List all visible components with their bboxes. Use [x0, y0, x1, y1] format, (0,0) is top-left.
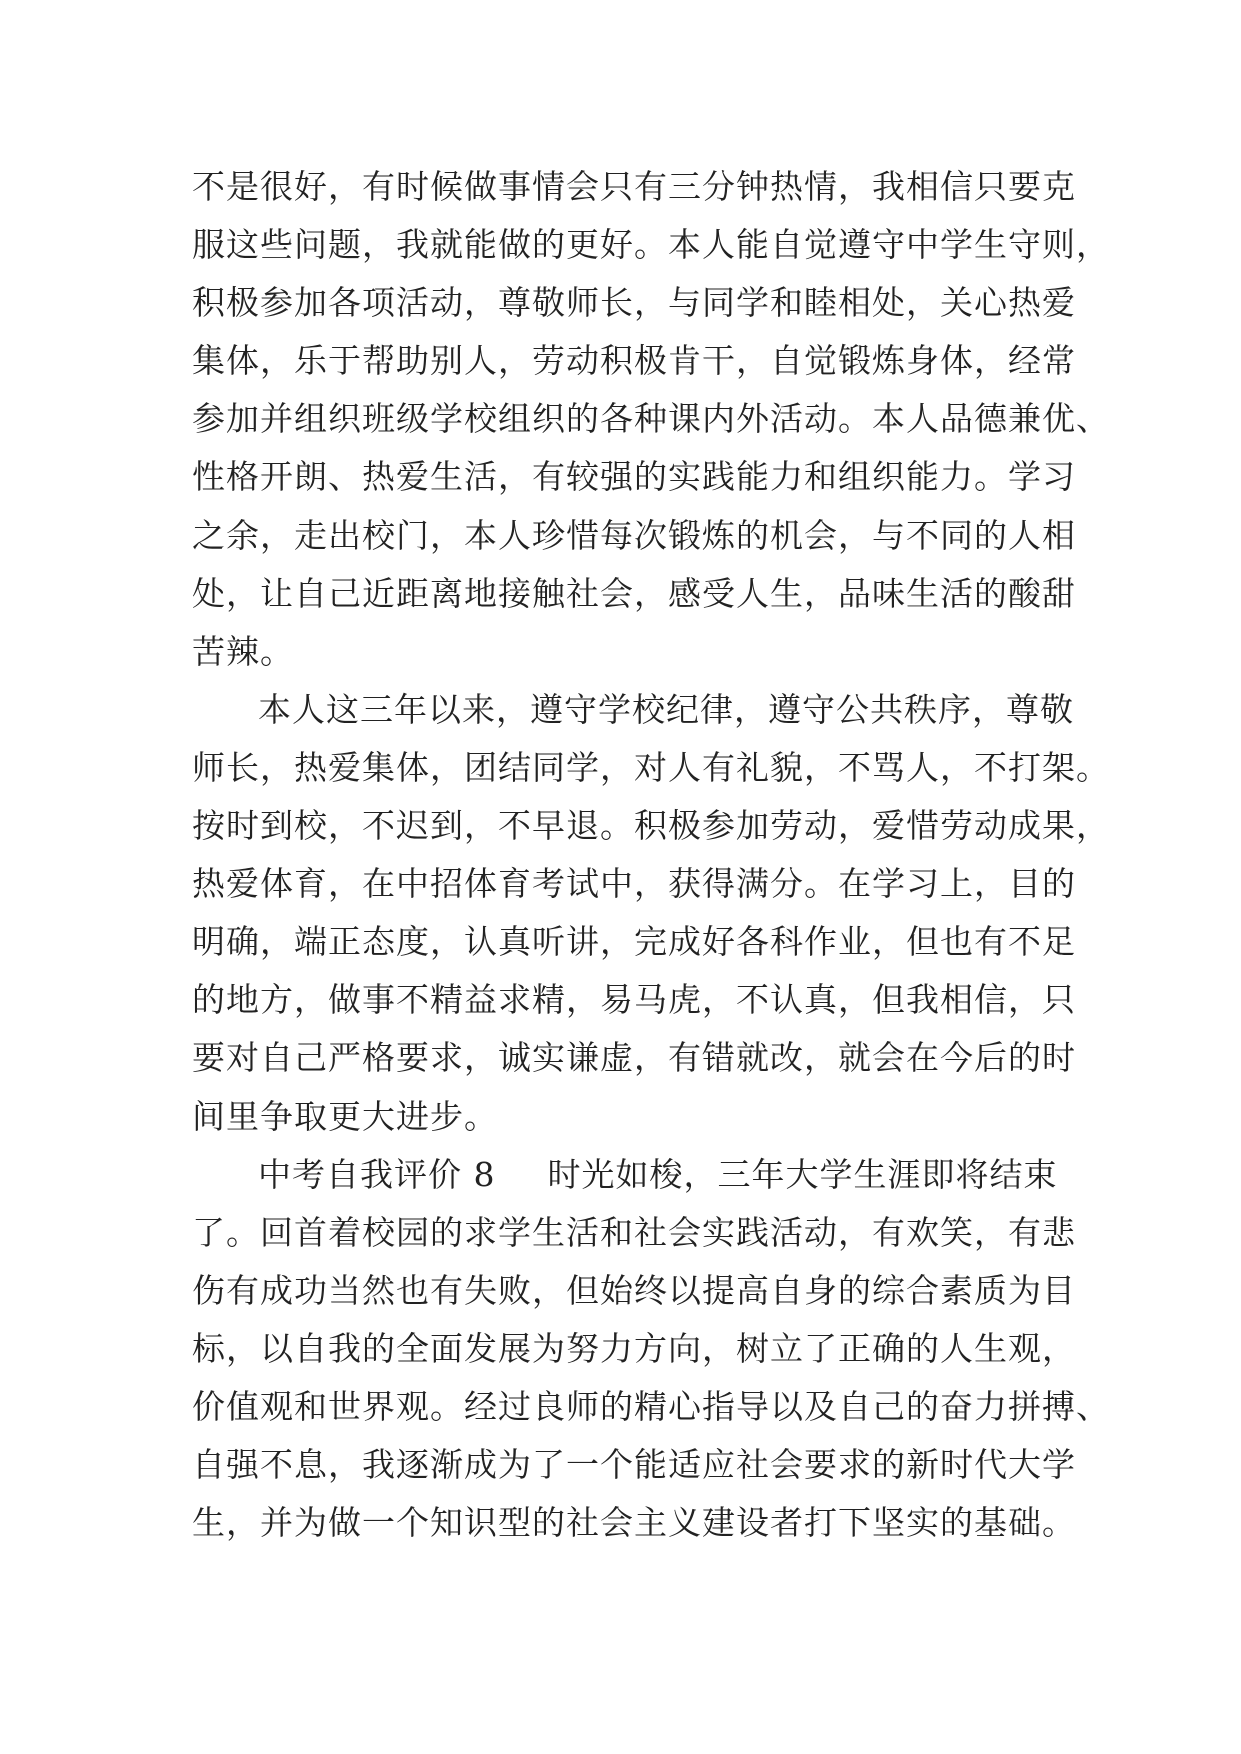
paragraph-1 — [192, 158, 1110, 681]
text-line: 的地方，做事不精益求精，易马虎，不认真，但我相信，只 — [192, 980, 1076, 1020]
text-line: 了。回首着校园的求学生活和社会实践活动，有欢笑，有悲 — [192, 1212, 1076, 1252]
text-line: 生，并为做一个知识型的社会主义建设者打下坚实的基础。 — [192, 1503, 1076, 1543]
text-line: 之余，走出校门，本人珍惜每次锻炼的机会，与不同的人相 — [192, 515, 1076, 555]
text-line: 集体，乐于帮助别人，劳动积极肯干，自觉锻炼身体，经常 — [192, 341, 1076, 381]
text-line: 处，让自己近距离地接触社会，感受人生，品味生活的酸甜 — [192, 573, 1076, 613]
section-heading: 中考自我评价 8 — [258, 1154, 496, 1194]
text-line: 按时到校，不迟到，不早退。积极参加劳动，爱惜劳动成果， — [192, 806, 1110, 846]
text-line — [192, 1146, 1072, 1204]
text-line: 本人这三年以来，遵守学校纪律，遵守公共秩序，尊敬 — [258, 689, 1074, 729]
text-run: 时光如梭，三年大学生涯即将结束 — [547, 1154, 1058, 1194]
text-line: 苦辣。 — [192, 631, 294, 671]
text-line: 积极参加各项活动，尊敬师长，与同学和睦相处，关心热爱 — [192, 283, 1076, 323]
text-line: 师长，热爱集体，团结同学，对人有礼貌，不骂人，不打架。 — [192, 747, 1110, 787]
text-line: 明确，端正态度，认真听讲，完成好各科作业，但也有不足 — [192, 922, 1076, 962]
text-line: 不是很好，有时候做事情会只有三分钟热情，我相信只要克 — [192, 167, 1076, 206]
text-line: 要对自己严格要求，诚实谦虚，有错就改，就会在今后的时 — [192, 1038, 1076, 1078]
text-line: 价值观和世界观。经过良师的精心指导以及自己的奋力拼搏、 — [192, 1386, 1110, 1426]
text-line: 热爱体育，在中招体育考试中，获得满分。在学习上，目的 — [192, 864, 1076, 904]
paragraph-3 — [192, 1146, 1110, 1553]
text-line: 自强不息，我逐渐成为了一个能适应社会要求的新时代大学 — [192, 1445, 1076, 1485]
text-line: 性格开朗、热爱生活，有较强的实践能力和组织能力。学习 — [192, 457, 1076, 497]
text-line: 间里争取更大进步。 — [192, 1096, 498, 1136]
text-line: 参加并组织班级学校组织的各种课内外活动。本人品德兼优、 — [192, 399, 1110, 439]
text-line: 伤有成功当然也有失败，但始终以提高自身的综合素质为目 — [192, 1270, 1076, 1310]
text-line: 标，以自我的全面发展为努力方向，树立了正确的人生观， — [192, 1328, 1076, 1368]
text-line: 服这些问题，我就能做的更好。本人能自觉遵守中学生守则， — [192, 225, 1110, 265]
paragraph-2 — [192, 681, 1110, 1146]
document-body — [192, 158, 1110, 1552]
